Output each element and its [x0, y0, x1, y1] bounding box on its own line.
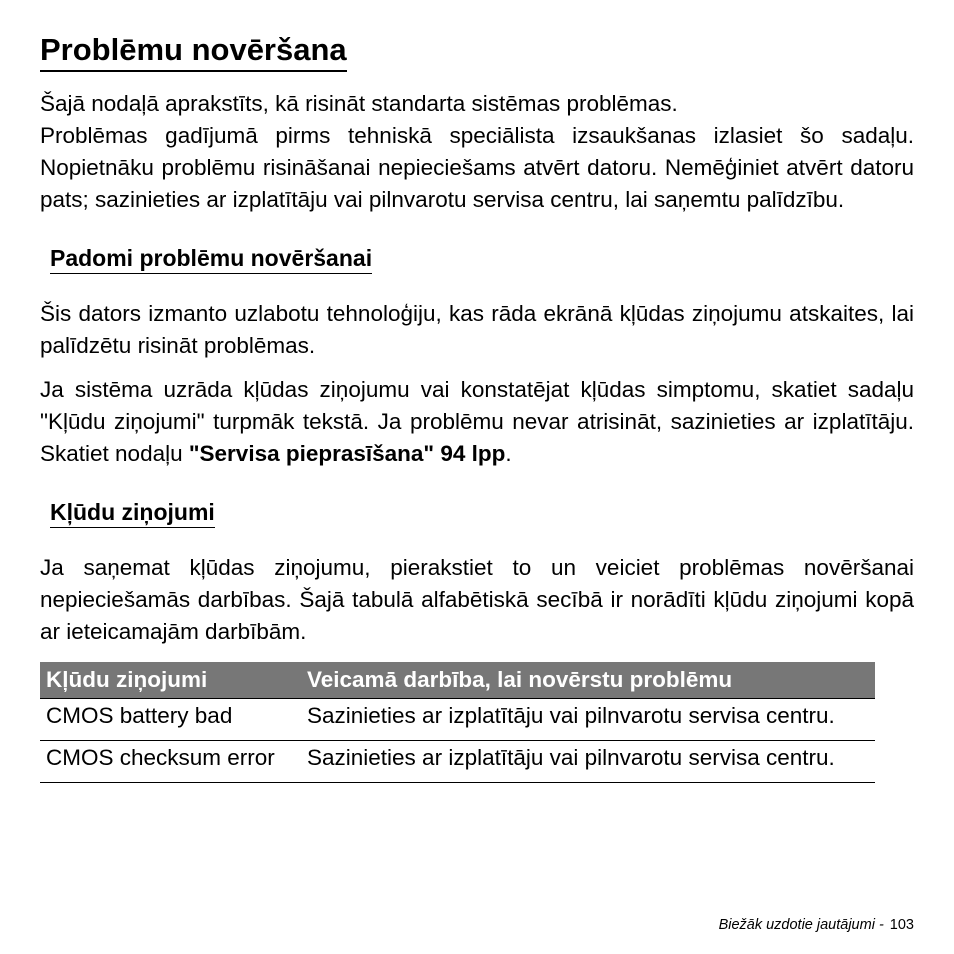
table-row: [40, 699, 875, 741]
table-cell-error: CMOS checksum error: [40, 741, 301, 783]
page-number: 103: [889, 917, 914, 933]
table-cell-action: Sazinieties ar izplatītāju vai pilnvarotu servisa centru.: [301, 741, 875, 783]
error-messages-table: [40, 662, 875, 783]
document-page: [40, 30, 914, 783]
tips-paragraph-1: Šis dators izmanto uzlabotu tehnoloģiju, kas rāda ekrānā kļūdas ziņojumu atskaites, lai palīdzētu risināt problēmas.: [40, 301, 914, 358]
table-header-action: Veicamā darbība, lai novērstu problēmu: [301, 662, 875, 699]
tips-paragraph-2-text: Ja sistēma uzrāda kļūdas ziņojumu vai konstatējat kļūdas simptomu, skatiet sadaļu "Kļūdu ziņojumi" turpmāk tekstā. Ja problēmu nevar atrisināt, sazinieties ar izplatītāju. Skatiet nodaļu: [40, 377, 914, 466]
section-heading-troubleshooting-tips: Padomi problēmu novēršanai: [50, 243, 372, 274]
service-reference-link: "Servisa pieprasīšana" 94 lpp: [188, 441, 506, 466]
page-footer: [719, 917, 914, 933]
footer-label: Biežāk uzdotie jautājumi -: [718, 917, 884, 933]
intro-paragraph-2: Problēmas gadījumā pirms tehniskā speciālista izsaukšanas izlasiet šo sadaļu. Nopietnāku problēmu risināšanai nepieciešams atvērt datoru. Nemēģiniet atvērt datoru pats; sazinieties ar izplatītāju vai pilnvarotu servisa centru, lai saņemtu palīdzību.: [40, 123, 914, 212]
table-row: [40, 741, 875, 783]
section-heading-error-messages: Kļūdu ziņojumi: [50, 497, 215, 528]
intro-paragraph-1: Šajā nodaļā aprakstīts, kā risināt standarta sistēmas problēmas.: [40, 91, 678, 116]
table-cell-error: CMOS battery bad: [40, 699, 301, 741]
tips-paragraph-2: [40, 374, 914, 470]
table-header-row: [40, 662, 875, 699]
error-messages-paragraph: Ja saņemat kļūdas ziņojumu, pierakstiet to un veiciet problēmas novēršanai nepieciešamās darbības. Šajā tabulā alfabētiskā secībā ir norādīti kļūdu ziņojumi kopā ar ieteicamajām darbībām.: [40, 555, 914, 644]
page-title: Problēmu novēršana: [40, 30, 347, 72]
table-header-error-messages: Kļūdu ziņojumi: [40, 662, 301, 699]
table-cell-action: Sazinieties ar izplatītāju vai pilnvarotu servisa centru.: [301, 699, 875, 741]
tips-paragraph-2-end: .: [505, 441, 512, 466]
